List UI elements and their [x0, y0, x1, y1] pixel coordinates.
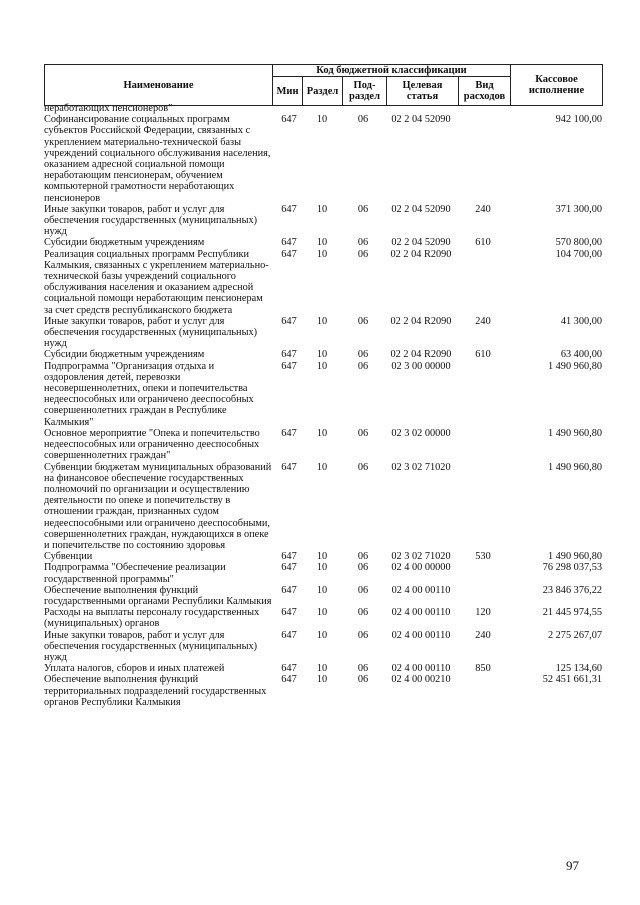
row-cell-vid: 610 [475, 349, 491, 361]
row-cell-min: 647 [281, 315, 297, 327]
row-cell-razdel: 10 [316, 248, 328, 260]
header-podrazdel: Под- раздел [343, 77, 387, 106]
row-cell-kass: 76 298 037,53 [542, 562, 602, 574]
header-celevaya: Целевая статья [387, 77, 459, 106]
row-name: Уплата налогов, сборов и иных платежей [44, 663, 225, 675]
row-cell-celev: 02 2 04 52090 [391, 237, 451, 249]
row-cell-celev: 02 4 00 00110 [391, 607, 451, 619]
row-cell-kass: 570 800,00 [555, 237, 602, 249]
row-cell-razdel: 10 [316, 629, 328, 641]
row-cell-vid: 530 [475, 551, 491, 563]
row-cell-celev: 02 2 04 52090 [391, 114, 451, 126]
row-cell-pod: 06 [357, 237, 369, 249]
table-row [44, 562, 604, 584]
row-cell-kass: 1 490 960,80 [547, 461, 602, 473]
row-cell-min: 647 [281, 584, 297, 596]
table-row [44, 361, 604, 428]
row-cell-kass: 942 100,00 [555, 114, 602, 126]
row-cell-razdel: 10 [316, 315, 328, 327]
row-cell-pod: 06 [357, 584, 369, 596]
row-cell-min: 647 [281, 237, 297, 249]
row-cell-razdel: 10 [316, 551, 328, 563]
row-cell-min: 647 [281, 427, 297, 439]
table-row [44, 663, 604, 674]
row-cell-pod: 06 [357, 315, 369, 327]
table-row [44, 237, 604, 248]
row-cell-min: 647 [281, 360, 297, 372]
header-code-group: Код бюджетной классификации [273, 65, 511, 77]
row-name: Основное мероприятие "Опека и попечительство недееспособных или ограниченно дееспособных совершеннолетних граждан" [44, 427, 260, 462]
row-cell-kass: 21 445 974,55 [542, 607, 602, 619]
row-cell-celev: 02 4 00 00110 [391, 584, 451, 596]
row-cell-celev: 02 3 02 71020 [391, 461, 451, 473]
row-cell-vid: 850 [475, 663, 491, 675]
row-cell-razdel: 10 [316, 607, 328, 619]
row-cell-pod: 06 [357, 607, 369, 619]
row-cell-pod: 06 [357, 114, 369, 126]
row-cell-kass: 23 846 376,22 [542, 584, 602, 596]
row-name: Иные закупки товаров, работ и услуг для обеспечения государственных (муниципальных) нужд [44, 315, 258, 350]
table-row [44, 551, 604, 562]
table-row [44, 630, 604, 664]
header-name: Наименование [45, 65, 273, 106]
row-cell-razdel: 10 [316, 427, 328, 439]
table-row [44, 103, 604, 114]
row-cell-razdel: 10 [316, 360, 328, 372]
row-cell-razdel: 10 [316, 461, 328, 473]
row-cell-kass: 104 700,00 [555, 248, 602, 260]
row-name: Иные закупки товаров, работ и услуг для обеспечения государственных (муниципальных) нужд [44, 629, 258, 663]
row-cell-min: 647 [281, 114, 297, 126]
row-cell-celev: 02 3 00 00000 [391, 360, 451, 372]
row-cell-pod: 06 [357, 349, 369, 361]
row-cell-celev: 02 4 00 00000 [391, 562, 451, 574]
row-name: Обеспечение выполнения функций государственными органами Республики Калмыкия [44, 584, 272, 607]
header-kassovoe: Кассовое исполнение [511, 65, 603, 106]
row-name: Софинансирование социальных программ субъектов Российской Федерации, связанных с укреплением материально-технической базы учреждений социального обслуживания населения, оказанием адресной социальной помощи неработающим пенсионерам, обучением компьютерной грамотности неработающих пенсионеров [44, 114, 271, 204]
row-cell-celev: 02 2 04 52090 [391, 203, 451, 215]
row-name: Подпрограмма "Организация отдыха и оздоровления детей, перевозки несовершеннолетних, опеки и попечительства недееспособных или ограничено дееспособных совершеннолетних граждан в Республике Калмыкия" [44, 360, 254, 428]
row-name: Субсидии бюджетным учреждениям [44, 349, 205, 361]
row-cell-min: 647 [281, 203, 297, 215]
row-cell-vid: 240 [475, 629, 491, 641]
row-cell-pod: 06 [357, 360, 369, 372]
row-cell-kass: 1 490 960,80 [547, 360, 602, 372]
table-row [44, 607, 604, 629]
table-row [44, 349, 604, 360]
row-cell-min: 647 [281, 663, 297, 675]
table-row [44, 204, 604, 238]
header-vid: Вид расходов [459, 77, 511, 106]
row-name: Подпрограмма "Обеспечение реализации государственной программы" [44, 562, 226, 585]
table-row [44, 249, 604, 316]
row-cell-min: 647 [281, 461, 297, 473]
row-name: Субсидии бюджетным учреждениям [44, 237, 205, 249]
table-row [44, 114, 604, 204]
row-cell-vid: 240 [475, 203, 491, 215]
row-cell-pod: 06 [357, 461, 369, 473]
table-row [44, 316, 604, 350]
row-cell-kass: 1 490 960,80 [547, 551, 602, 563]
row-cell-min: 647 [281, 607, 297, 619]
row-cell-razdel: 10 [316, 674, 328, 686]
row-cell-vid: 610 [475, 237, 491, 249]
row-cell-celev: 02 2 04 R2090 [390, 315, 452, 327]
row-cell-pod: 06 [357, 551, 369, 563]
row-cell-min: 647 [281, 349, 297, 361]
table-row [44, 585, 604, 607]
row-cell-razdel: 10 [316, 349, 328, 361]
row-name: Иные закупки товаров, работ и услуг для обеспечения государственных (муниципальных) нужд [44, 203, 258, 238]
row-cell-celev: 02 4 00 00110 [391, 663, 451, 675]
row-cell-min: 647 [281, 551, 297, 563]
row-name: Реализация социальных программ Республики Калмыкия, связанных с укреплением материально-технической базы учреждений социального обслуживания населения и оказанием адресной социальной помощи неработающим пенсионерам за счет средств республиканского бюджета [44, 248, 269, 316]
row-cell-razdel: 10 [316, 562, 328, 574]
row-cell-pod: 06 [357, 663, 369, 675]
row-cell-celev: 02 2 04 R2090 [390, 248, 452, 260]
row-cell-kass: 41 300,00 [560, 315, 602, 327]
row-name: Субвенции бюджетам муниципальных образований на финансовое обеспечение государственных полномочий по организации и осуществлению деятельности по опеке и попечительству в отношении граждан, признанных судом недееспособными или ограничено дееспособными, совершеннолетних граждан, нуждающихся в опеке и попечительстве по состоянию здоровья [44, 461, 272, 551]
row-cell-pod: 06 [357, 248, 369, 260]
row-cell-min: 647 [281, 674, 297, 686]
row-name: Обеспечение выполнения функций территориальных подразделений государственных органов Республики Калмыкия [44, 674, 267, 708]
row-cell-vid: 120 [475, 607, 491, 619]
row-cell-razdel: 10 [316, 114, 328, 126]
row-name: Расходы на выплаты персоналу государственных (муниципальных) органов [44, 607, 260, 630]
row-cell-celev: 02 3 02 71020 [391, 551, 451, 563]
row-cell-razdel: 10 [316, 663, 328, 675]
row-cell-pod: 06 [357, 203, 369, 215]
page-number: 97 [566, 858, 579, 873]
table-row [44, 428, 604, 462]
row-cell-vid: 240 [475, 315, 491, 327]
row-name: Субвенции [44, 551, 93, 563]
row-name: неработающих пенсионеров" [44, 103, 173, 114]
row-cell-celev: 02 3 02 00000 [391, 427, 451, 439]
row-cell-kass: 125 134,60 [555, 663, 602, 675]
row-cell-pod: 06 [357, 427, 369, 439]
row-cell-min: 647 [281, 629, 297, 641]
table-row [44, 462, 604, 552]
row-cell-celev: 02 4 00 00110 [391, 629, 451, 641]
row-cell-kass: 1 490 960,80 [547, 427, 602, 439]
table-body [44, 103, 604, 708]
header-min: Мин [273, 77, 303, 106]
row-cell-celev: 02 2 04 R2090 [390, 349, 452, 361]
row-cell-kass: 2 275 267,07 [547, 629, 602, 641]
table-header [44, 64, 603, 106]
row-cell-kass: 52 451 661,31 [542, 674, 602, 686]
header-razdel: Раздел [303, 77, 343, 106]
row-cell-razdel: 10 [316, 237, 328, 249]
row-cell-kass: 371 300,00 [555, 203, 602, 215]
row-cell-pod: 06 [357, 674, 369, 686]
row-cell-celev: 02 4 00 00210 [391, 674, 451, 686]
row-cell-min: 647 [281, 562, 297, 574]
row-cell-razdel: 10 [316, 584, 328, 596]
row-cell-kass: 63 400,00 [560, 349, 602, 361]
row-cell-pod: 06 [357, 562, 369, 574]
row-cell-razdel: 10 [316, 203, 328, 215]
row-cell-pod: 06 [357, 629, 369, 641]
table-row [44, 674, 604, 708]
row-cell-min: 647 [281, 248, 297, 260]
